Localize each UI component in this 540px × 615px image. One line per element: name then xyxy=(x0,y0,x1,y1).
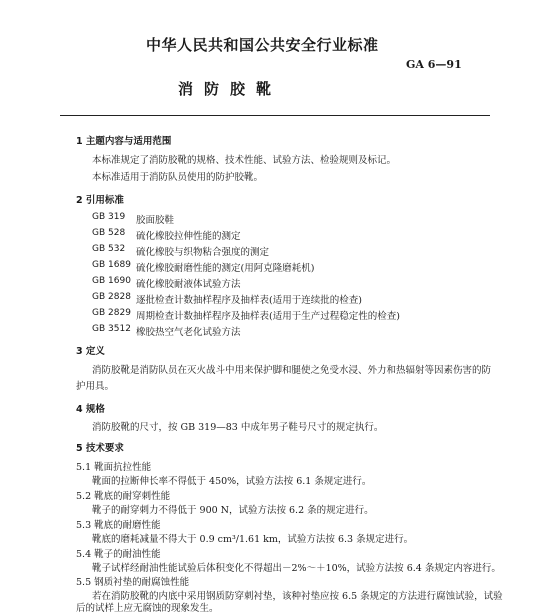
ref-code: GB 1689 xyxy=(92,260,131,270)
clause-5-2-title: 5.2 靴底的耐穿刺性能 xyxy=(76,491,171,502)
clause-5-5-body-line2: 后的试样上应无腐蚀的现象发生。 xyxy=(76,603,219,614)
title-divider xyxy=(60,115,490,116)
section3-para-line1: 消防胶靴是消防队员在灭火战斗中用来保护脚和腿使之免受水浸、外力和热辐射等因素伤害的防 xyxy=(92,365,492,376)
section4-heading: 4 规格 xyxy=(76,404,105,415)
section1-para1: 本标准规定了消防胶靴的规格、技术性能、试验方法、检验规则及标记。 xyxy=(92,155,397,166)
ref-code: GB 532 xyxy=(92,244,126,254)
clause-5-3-body: 靴底的磨耗减量不得大于 0.9 cm³/1.61 km，试验方法按 6.3 条规定进行。 xyxy=(92,534,414,545)
section4-para: 消防胶靴的尺寸，按 GB 319—83 中成年男子鞋号尺寸的规定执行。 xyxy=(92,422,384,433)
standard-code: GA 6—91 xyxy=(406,58,462,71)
ref-name: 硫化橡胶耐液体试验方法 xyxy=(136,279,241,290)
clause-5-1-title: 5.1 靴面抗拉性能 xyxy=(76,462,152,473)
section5-heading: 5 技术要求 xyxy=(76,443,124,454)
section1-heading: 1 主题内容与适用范围 xyxy=(76,136,172,147)
ref-code: GB 2828 xyxy=(92,292,131,302)
org-title: 中华人民共和国公共安全行业标准 xyxy=(146,36,379,54)
ref-code: GB 319 xyxy=(92,212,126,222)
ref-name: 周期检查计数抽样程序及抽样表(适用于生产过程稳定性的检查) xyxy=(136,311,400,322)
ref-code: GB 2829 xyxy=(92,308,131,318)
ref-name: 硫化橡胶拉伸性能的测定 xyxy=(136,231,241,242)
doc-title: 消防胶靴 xyxy=(178,80,283,98)
ref-name: 逐批检查计数抽样程序及抽样表(适用于连续批的检查) xyxy=(136,295,362,306)
section1-para2: 本标准适用于消防队员使用的防护胶靴。 xyxy=(92,172,264,183)
clause-5-5-title: 5.5 钢质衬垫的耐腐蚀性能 xyxy=(76,577,190,588)
clause-5-2-body: 靴子的耐穿刺力不得低于 900 N，试验方法按 6.2 条的规定进行。 xyxy=(92,505,374,516)
ref-name: 硫化橡胶耐磨性能的测定(用阿克隆磨耗机) xyxy=(136,263,315,274)
clause-5-1-body: 靴面的拉断伸长率不得低于 450%，试验方法按 6.1 条规定进行。 xyxy=(92,476,372,487)
ref-name: 橡胶热空气老化试验方法 xyxy=(136,327,241,338)
section3-para-line2: 护用具。 xyxy=(76,381,115,392)
ref-name: 胶面胶鞋 xyxy=(136,215,175,226)
ref-code: GB 3512 xyxy=(92,324,131,334)
ref-code: GB 1690 xyxy=(92,276,131,286)
clause-5-4-body: 靴子试样经耐油性能试验后体积变化不得超出－2%～＋10%，试验方法按 6.4 条规定内容进行。 xyxy=(92,563,501,574)
ref-name: 硫化橡胶与织物粘合强度的测定 xyxy=(136,247,270,258)
clause-5-3-title: 5.3 靴底的耐磨性能 xyxy=(76,520,161,531)
section2-heading: 2 引用标准 xyxy=(76,195,124,206)
clause-5-5-body-line1: 若在消防胶靴的内底中采用钢质防穿刺衬垫，该种衬垫应按 6.5 条规定的方法进行腐蚀试验，试验 xyxy=(92,591,503,602)
section3-heading: 3 定义 xyxy=(76,346,105,357)
clause-5-4-title: 5.4 靴子的耐油性能 xyxy=(76,549,161,560)
ref-code: GB 528 xyxy=(92,228,126,238)
